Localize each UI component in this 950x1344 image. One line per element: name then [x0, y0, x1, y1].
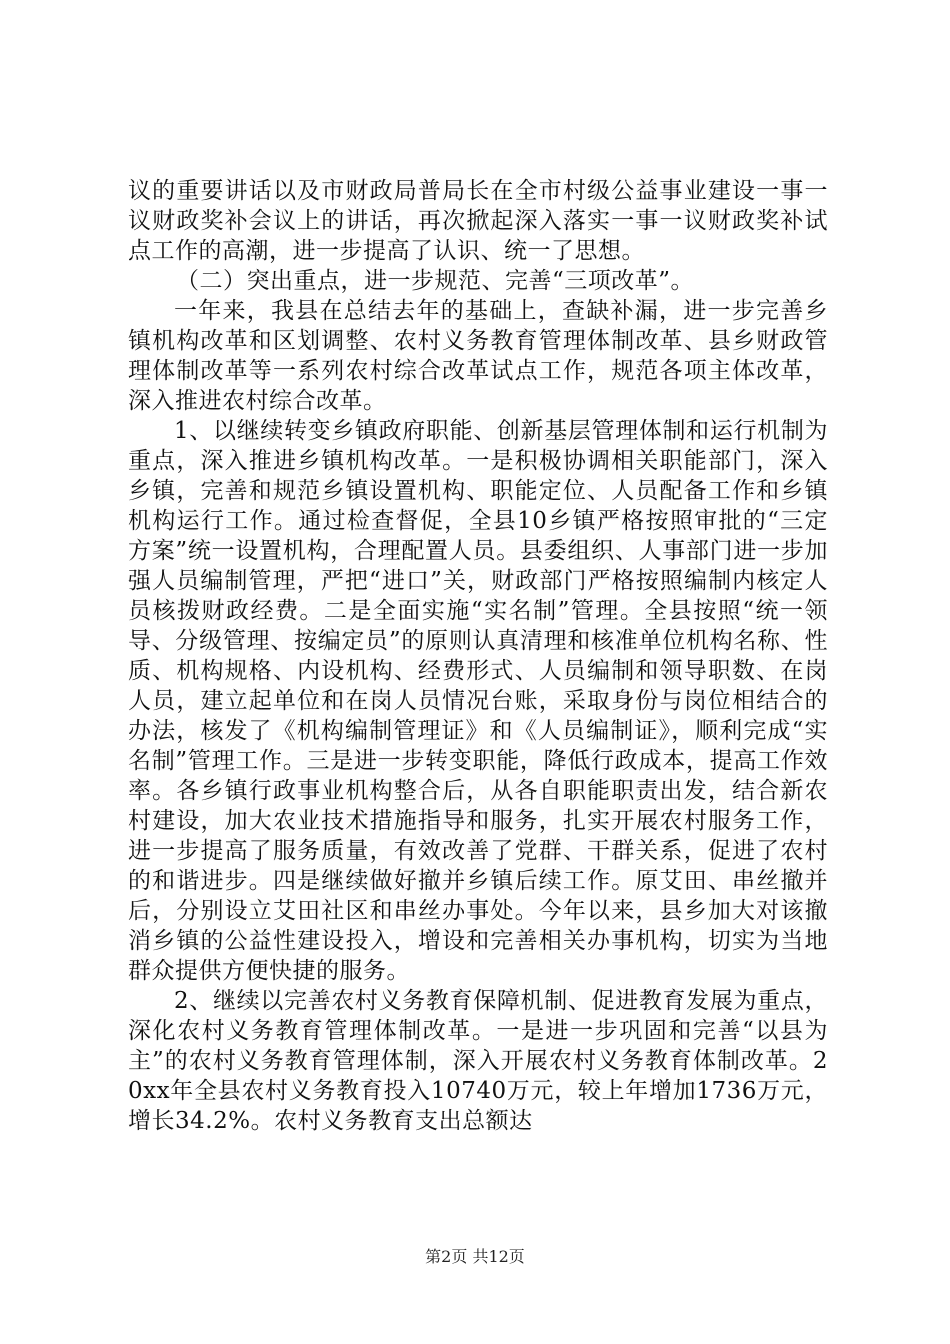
document-body — [128, 176, 828, 1136]
paragraph-education-reform: 2、继续以完善农村义务教育保障机制、促进教育发展为重点，深化农村义务教育管理体制改革。一是进一步巩固和完善“以县为主”的农村义务教育管理体制，深入开展农村义务教育体制改革。20xx年全县农村义务教育投入10740万元，较上年增加1736万元，增长34.2%。农村义务教育支出总额达 — [128, 988, 828, 1134]
page-number-footer: 第2页 共12页 — [425, 1247, 525, 1266]
paragraph-continuation: 议的重要讲话以及市财政局普局长在全市村级公益事业建设一事一议财政奖补会议上的讲话，再次掀起深入落实一事一议财政奖补试点工作的高潮，进一步提高了认识、统一了思想。 — [128, 178, 828, 264]
paragraph-overview: 一年来，我县在总结去年的基础上，查缺补漏，进一步完善乡镇机构改革和区划调整、农村义务教育管理体制改革、县乡财政管理体制改革等一系列农村综合改革试点工作，规范各项主体改革，深入推进农村综合改革。 — [128, 298, 828, 414]
paragraph-township-reform: 1、以继续转变乡镇政府职能、创新基层管理体制和运行机制为重点，深入推进乡镇机构改革。一是积极协调相关职能部门，深入乡镇，完善和规范乡镇设置机构、职能定位、人员配备工作和乡镇机构运行工作。通过检查督促，全县10乡镇严格按照审批的“三定方案”统一设置机构，合理配置人员。县委组织、人事部门进一步加强人员编制管理，严把“进口”关，财政部门严格按照编制内核定人员核拨财政经费。二是全面实施“实名制”管理。全县按照“统一领导、分级管理、按编定员”的原则认真清理和核准单位机构名称、性质、机构规格、内设机构、经费形式、人员编制和领导职数、在岗人员，建立起单位和在岗人员情况台账，采取身份与岗位相结合的办法，核发了《机构编制管理证》和《人员编制证》，顺利完成“实名制”管理工作。三是进一步转变职能，降低行政成本，提高工作效率。各乡镇行政事业机构整合后，从各自职能职责出发，结合新农村建设，加大农业技术措施指导和服务，扎实开展农村服务工作，进一步提高了服务质量，有效改善了党群、干群关系，促进了农村的和谐进步。四是继续做好撤并乡镇后续工作。原艾田、串丝撤并后，分别设立艾田社区和串丝办事处。今年以来，县乡加大对该撤消乡镇的公益性建设投入，增设和完善相关办事机构，切实为当地群众提供方便快捷的服务。 — [128, 418, 828, 984]
section-heading: （二）突出重点，进一步规范、完善“三项改革”。 — [176, 268, 695, 294]
